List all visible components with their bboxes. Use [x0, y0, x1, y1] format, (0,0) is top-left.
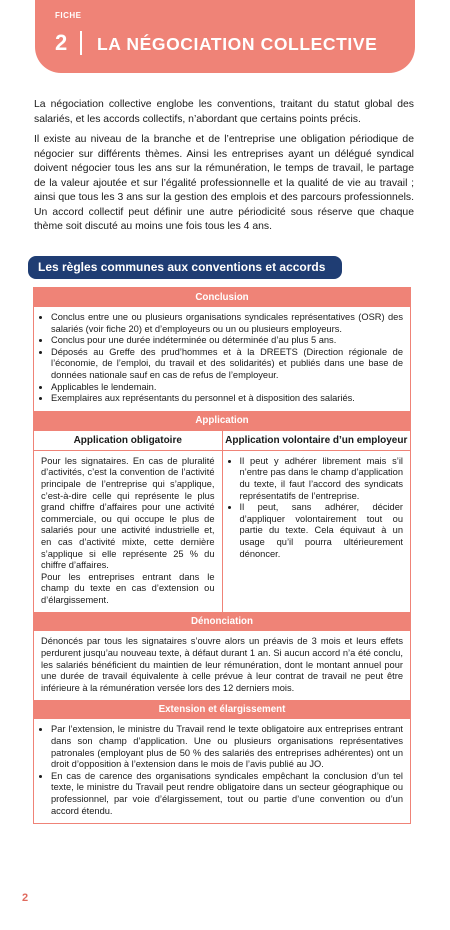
page-number: 2 — [22, 892, 29, 904]
intro-text — [34, 98, 414, 241]
section-title: Les règles communes aux conventions et accords — [28, 256, 342, 279]
list-item: • Applicables le lendemain. — [51, 382, 403, 394]
list-item: • Par l’extension, le ministre du Travail rend le texte obligatoire aux entreprises entrant dans son champ d’application. Une ou plusieurs organisations représentatives patronales (employant plus de 50 % des salariés des entreprises adhérentes) ont un droit d’opposition à l’extension dans le mois de l’avis publié au JO. — [51, 724, 403, 770]
list-item: • En cas de carence des organisations syndicales empêchant la conclusion d’un tel texte, le ministre du Travail peut rendre obligatoire dans un secteur géographique ou professionnel, par voie d’élargissement, tout ou partie d’une convention ou d’un accord étendu. — [51, 771, 403, 817]
application-heading: Application — [34, 411, 410, 430]
fiche-number: 2 — [55, 30, 68, 55]
application-obligatoire-paragraph-1: Pour les signataires. En cas de pluralité d’activités, c’est la convention de l’activité principale de l’entreprise qui s’applique, c’est-à-dire celle qui représente le plus grand chiffre d’affaires pour une activité commerciale, ou qui occupe le plus de salariés pour une activité industrielle et, en cas d’activité mixte, cette dernière s’applique si elle représente 25 % du chiffre d’affaires. — [41, 455, 215, 571]
application-obligatoire-column — [34, 430, 222, 613]
conclusion-heading: Conclusion — [34, 288, 410, 307]
list-item: • Déposés au Greffe des prud’hommes et à la DREETS (Direction régionale de l’économie, de l’emploi, du travail et des solidarités) et publiés dans une base de données nationale sauf en cas de refus de l’employeur. — [51, 347, 403, 382]
conclusion-cell — [34, 307, 410, 411]
denonciation-text: Dénoncés par tous les signataires s’ouvre alors un préavis de 3 mois et leurs effets perdurent jusqu’au nouveau texte, à défaut durant 1 an. Si aucun accord n’a été conclu, les salariés bénéficient du maintien de leur rémunération, dont le montant annuel pour une durée de travail équivalente à celle prévue à leur contrat de travail ne peut être inférieure à la rémunération versée lors des 12 derniers mois. — [41, 636, 403, 693]
extension-cell — [34, 719, 410, 823]
page-title: LA NÉGOCIATION COLLECTIVE — [97, 34, 378, 54]
extension-heading: Extension et élargissement — [34, 700, 410, 719]
fiche-label: FICHE — [55, 11, 82, 20]
application-volontaire-text — [223, 451, 411, 566]
header-separator — [80, 31, 82, 55]
application-volontaire-heading: Application volontaire d’un employeur — [223, 430, 411, 451]
denonciation-heading: Dénonciation — [34, 612, 410, 631]
application-columns — [34, 430, 410, 613]
list-item: • Conclus entre une ou plusieurs organisations syndicales représentatives (OSR) des salariés (voir fiche 20) et d’employeurs ou un ou plusieurs employeurs. — [51, 312, 403, 335]
application-obligatoire-heading: Application obligatoire — [34, 430, 222, 451]
list-item: • Conclus pour une durée indéterminée ou déterminée d’au plus 5 ans. — [51, 335, 403, 347]
application-obligatoire-text — [34, 451, 222, 613]
application-volontaire-column — [222, 430, 411, 613]
header-banner — [35, 0, 415, 73]
intro-paragraph-1: La négociation collective englobe les conventions, traitant du statut global des salariés, et les accords collectifs, n’abordant que certains points précis. — [34, 99, 414, 125]
application-volontaire-list — [230, 456, 404, 560]
list-item: • Exemplaires aux représentants du personnel et à disposition des salariés. — [51, 393, 403, 405]
rules-table — [33, 287, 411, 824]
intro-paragraph-2: Il existe au niveau de la branche et de l’entreprise une obligation périodique de négocier sur différents thèmes. Ainsi les entreprises ayant un délégué syndical doivent négocier tous les ans sur la rémunération, le temps de travail, le partage de la valeur ajoutée et sur l’égalité professionnelle et la qualité de vie au travail ; ainsi que tous les 3 ans sur la gestion des emplois et des parcours professionnels. Un accord collectif peut définir une autre périodicité sous réserve que chaque thème soit discuté au moins une fois tous les 4 ans. — [34, 134, 414, 232]
extension-list — [41, 724, 403, 817]
list-item: • Il peut, sans adhérer, décider d’appliquer volontairement tout ou partie du texte. Cela équivaut à un usage qu’il pourra ultérieurement dénoncer. — [240, 502, 404, 560]
conclusion-list — [41, 312, 403, 405]
list-item: • Il peut y adhérer librement mais s’il n’entre pas dans le champ d’application du texte, il faut l’accord des syndicats représentatifs de l’entreprise. — [240, 456, 404, 502]
application-obligatoire-paragraph-2: Pour les entreprises entrant dans le champ du texte en cas d’extension ou d’élargissement. — [41, 571, 215, 605]
